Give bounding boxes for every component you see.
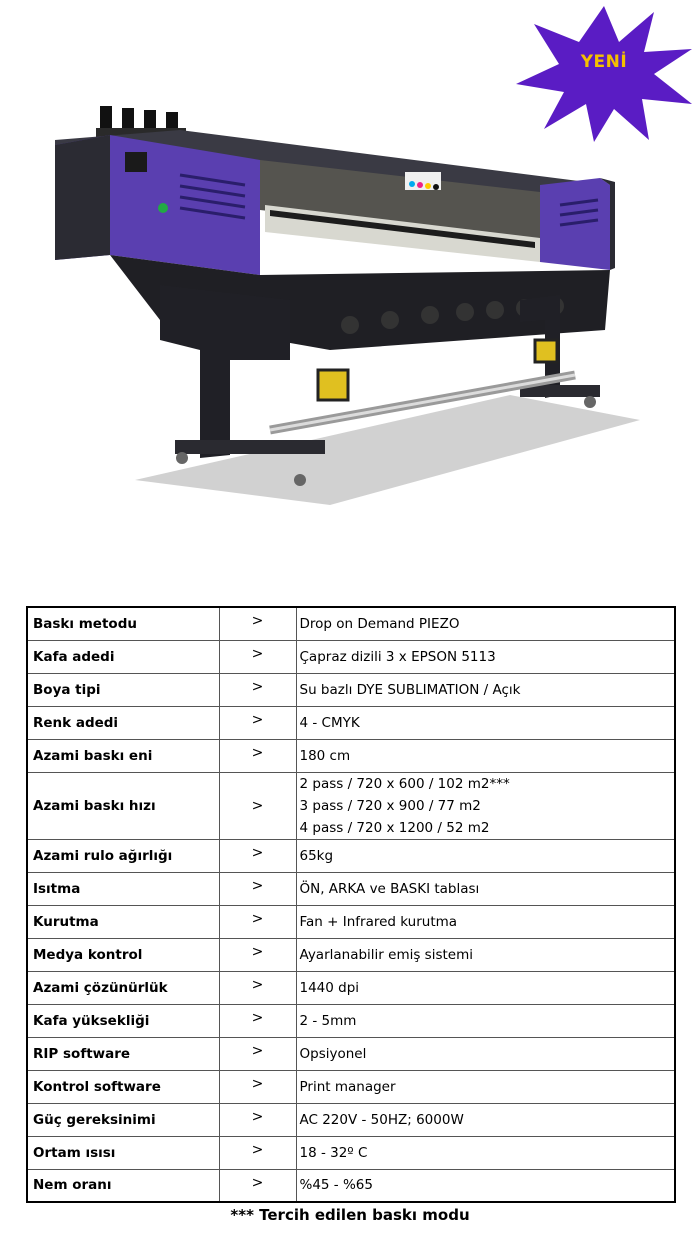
spec-label: Isıtma	[27, 872, 219, 905]
takeup-motor-right	[535, 340, 557, 362]
spec-label: Azami baskı eni	[27, 739, 219, 772]
spec-value: 18 - 32º C	[296, 1136, 675, 1169]
spec-separator: >	[219, 1004, 296, 1037]
spec-label: Kurutma	[27, 905, 219, 938]
spec-separator: >	[219, 1136, 296, 1169]
spec-separator: >	[219, 772, 296, 839]
spec-row-ink-type	[27, 673, 675, 706]
spec-value-line: 4 pass / 720 x 1200 / 52 m2	[299, 819, 490, 836]
spec-separator: >	[219, 872, 296, 905]
spec-label: Renk adedi	[27, 706, 219, 739]
spec-row-max-print-speed	[27, 772, 675, 839]
spec-separator: >	[219, 938, 296, 971]
spec-row-max-roll-weight	[27, 839, 675, 872]
spec-value: Fan + Infrared kurutma	[296, 905, 675, 938]
spec-row-ambient-temperature	[27, 1136, 675, 1169]
spec-value: Drop on Demand PIEZO	[296, 607, 675, 640]
new-badge	[514, 4, 694, 144]
spec-value: Ayarlanabilir emiş sistemi	[296, 938, 675, 971]
spec-value-line: 3 pass / 720 x 900 / 77 m2	[299, 797, 481, 814]
spec-label: Güç gereksinimi	[27, 1103, 219, 1136]
spec-label: Ortam ısısı	[27, 1136, 219, 1169]
spec-row-drying	[27, 905, 675, 938]
spec-value-line: 2 pass / 720 x 600 / 102 m2***	[299, 775, 510, 792]
spec-value: Çapraz dizili 3 x EPSON 5113	[296, 640, 675, 673]
left-foot	[175, 440, 325, 454]
spec-label: Medya kontrol	[27, 938, 219, 971]
spec-row-max-print-width	[27, 739, 675, 772]
spec-label: Kafa yüksekliği	[27, 1004, 219, 1037]
control-panel	[125, 152, 147, 172]
spec-label: Kafa adedi	[27, 640, 219, 673]
power-led-icon	[158, 203, 168, 213]
spec-separator: >	[219, 673, 296, 706]
spec-label: Baskı metodu	[27, 607, 219, 640]
spec-label: Kontrol software	[27, 1070, 219, 1103]
spec-value: 2 - 5mm	[296, 1004, 675, 1037]
spec-label: Azami çözünürlük	[27, 971, 219, 1004]
spec-row-head-height	[27, 1004, 675, 1037]
spec-separator: >	[219, 839, 296, 872]
spec-row-humidity	[27, 1169, 675, 1202]
new-badge-label: YENİ	[580, 52, 628, 72]
spec-row-media-control	[27, 938, 675, 971]
spec-row-head-count	[27, 640, 675, 673]
spec-separator: >	[219, 607, 296, 640]
product-hero	[0, 0, 700, 580]
spec-label: Boya tipi	[27, 673, 219, 706]
spec-row-power-requirement	[27, 1103, 675, 1136]
star-burst-icon	[514, 4, 694, 144]
spec-row-color-count	[27, 706, 675, 739]
spec-separator: >	[219, 971, 296, 1004]
spec-row-rip-software	[27, 1037, 675, 1070]
spec-value: AC 220V - 50HZ; 6000W	[296, 1103, 675, 1136]
spec-separator: >	[219, 640, 296, 673]
spec-separator: >	[219, 1103, 296, 1136]
spec-table	[26, 606, 676, 1203]
spec-separator: >	[219, 1169, 296, 1202]
spec-row-print-method	[27, 607, 675, 640]
spec-label: Nem oranı	[27, 1169, 219, 1202]
spec-value: Opsiyonel	[296, 1037, 675, 1070]
spec-row-max-resolution	[27, 971, 675, 1004]
spec-separator: >	[219, 1070, 296, 1103]
spec-value: Print manager	[296, 1070, 675, 1103]
spec-separator: >	[219, 905, 296, 938]
spec-value: 1440 dpi	[296, 971, 675, 1004]
spec-value: 65kg	[296, 839, 675, 872]
spec-value: ÖN, ARKA ve BASKI tablası	[296, 872, 675, 905]
footnote: *** Tercih edilen baskı modu	[230, 1206, 470, 1224]
takeup-motor-left	[318, 370, 348, 400]
left-end-cap	[55, 135, 110, 260]
spec-separator: >	[219, 1037, 296, 1070]
spec-row-heating	[27, 872, 675, 905]
spec-separator: >	[219, 706, 296, 739]
spec-value: Su bazlı DYE SUBLIMATION / Açık	[296, 673, 675, 706]
spec-label: Azami rulo ağırlığı	[27, 839, 219, 872]
spec-value: %45 - %65	[296, 1169, 675, 1202]
spec-label: RIP software	[27, 1037, 219, 1070]
spec-value: 180 cm	[296, 739, 675, 772]
spec-row-control-software	[27, 1070, 675, 1103]
spec-separator: >	[219, 739, 296, 772]
spec-label: Azami baskı hızı	[27, 772, 219, 839]
spec-value: 4 - CMYK	[296, 706, 675, 739]
spec-value	[296, 772, 675, 839]
